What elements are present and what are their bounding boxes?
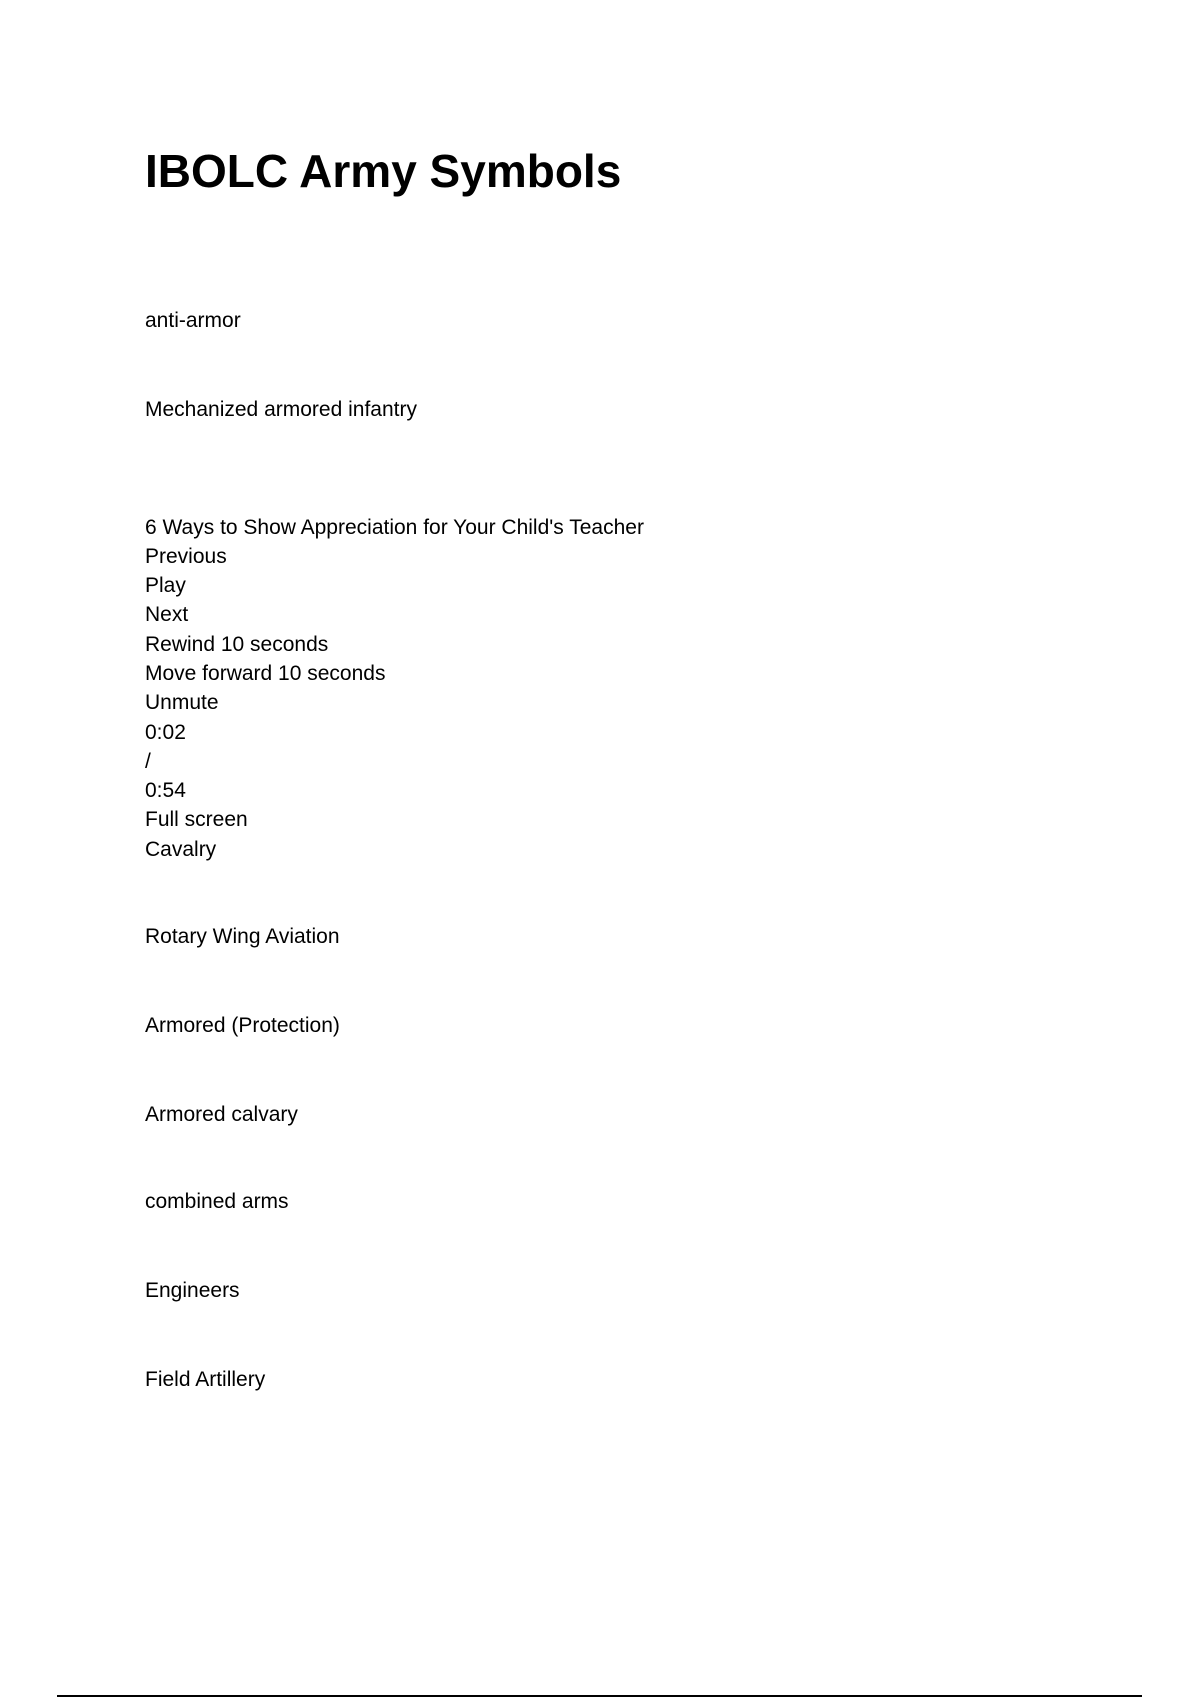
entry-field-artillery: Field Artillery <box>145 1368 266 1391</box>
unmute-button[interactable]: Unmute <box>145 691 219 714</box>
entry-armored-protection: Armored (Protection) <box>145 1014 340 1037</box>
rewind-button[interactable]: Rewind 10 seconds <box>145 633 329 656</box>
next-button[interactable]: Next <box>145 603 189 626</box>
page-title: IBOLC Army Symbols <box>145 145 622 197</box>
forward-button[interactable]: Move forward 10 seconds <box>145 662 386 685</box>
duration: 0:54 <box>145 779 186 802</box>
entry-combined-arms: combined arms <box>145 1190 289 1213</box>
entry-cavalry: Cavalry <box>145 838 217 861</box>
bottom-divider <box>57 1695 1142 1697</box>
video-title: 6 Ways to Show Appreciation for Your Child's Teacher <box>145 516 644 539</box>
play-button[interactable]: Play <box>145 574 186 597</box>
fullscreen-button[interactable]: Full screen <box>145 808 248 831</box>
entry-engineers: Engineers <box>145 1279 240 1302</box>
current-time: 0:02 <box>145 721 186 744</box>
entry-anti-armor: anti-armor <box>145 309 241 332</box>
entry-armored-calvary: Armored calvary <box>145 1103 298 1126</box>
entry-mechanized-armored-infantry: Mechanized armored infantry <box>145 398 417 421</box>
time-separator: / <box>145 750 151 773</box>
entry-rotary-wing-aviation: Rotary Wing Aviation <box>145 925 340 948</box>
previous-button[interactable]: Previous <box>145 545 227 568</box>
